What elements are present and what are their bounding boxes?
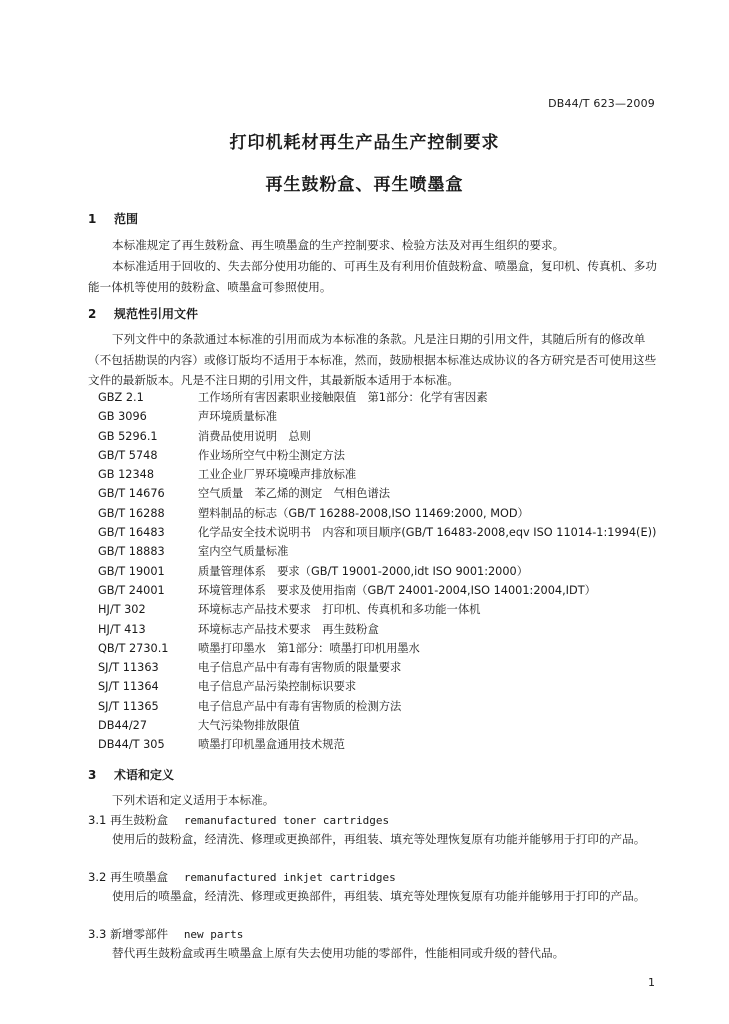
reference-title: 电子信息产品中有毒有害物质的限量要求 — [198, 661, 402, 675]
reference-title: 工业企业厂界环境噪声排放标准 — [198, 468, 357, 482]
reference-code: HJ/T 302 — [98, 603, 146, 617]
reference-code: HJ/T 413 — [98, 622, 146, 636]
term-english: remanufactured inkjet cartridges — [183, 871, 396, 884]
reference-code: GB/T 24001 — [98, 583, 165, 597]
reference-title: 质量管理体系 要求（GB/T 19001-2000,idt ISO 9001:2000） — [198, 564, 529, 578]
reference-item — [98, 388, 668, 407]
reference-title: 大气污染物排放限值 — [198, 719, 300, 733]
term-3-2-definition: 使用后的喷墨盒，经清洗、修理或更换部件，再组装、填充等处理恢复原有功能并能够用于打印的产品。 — [112, 889, 646, 903]
reference-code: DB44/27 — [98, 719, 148, 733]
reference-title: 喷墨打印机墨盒通用技术规范 — [198, 738, 345, 752]
reference-title: 声环境质量标准 — [198, 410, 278, 424]
reference-code: GB 12348 — [98, 468, 155, 482]
reference-code: GBZ 2.1 — [98, 391, 144, 404]
reference-item — [98, 658, 668, 677]
term-english: new parts — [183, 928, 244, 941]
reference-code: GB/T 16288 — [98, 506, 165, 520]
reference-title: 作业场所空气中粉尘测定方法 — [198, 448, 345, 462]
reference-item — [98, 562, 668, 581]
document-code: DB44/T 623—2009 — [548, 97, 655, 110]
term-3-3-definition: 替代再生鼓粉盒或再生喷墨盒上原有失去使用功能的零部件，性能相同或升级的替代品。 — [112, 946, 565, 960]
section-1-title: 范围 — [114, 212, 139, 226]
reference-code: GB 3096 — [98, 410, 147, 424]
reference-code: SJ/T 11364 — [98, 680, 159, 694]
page-number: 1 — [648, 976, 655, 989]
normative-references-list — [98, 388, 668, 755]
reference-title: 电子信息产品中有毒有害物质的检测方法 — [198, 699, 402, 713]
section-1-paragraph-2: 本标准适用于回收的、失去部分使用功能的、可再生及有利用价值鼓粉盒、喷墨盒，复印机、传真机、多功能一体机等使用的鼓粉盒、喷墨盒可参照使用。 — [88, 259, 657, 294]
reference-code: GB 5296.1 — [98, 429, 158, 443]
term-chinese: 再生喷墨盒 — [110, 870, 169, 884]
term-3-1-heading — [88, 812, 389, 828]
reference-item — [98, 639, 668, 658]
section-2-number: 2 — [88, 307, 97, 321]
reference-title: 工作场所有害因素职业接触限值 第1部分：化学有害因素 — [198, 391, 488, 404]
term-3-3-heading — [88, 926, 243, 942]
reference-title: 环境标志产品技术要求 再生鼓粉盒 — [198, 622, 379, 636]
section-1-number: 1 — [88, 212, 97, 226]
reference-item — [98, 446, 668, 465]
term-number: 3.1 — [88, 813, 107, 827]
section-1-paragraph-1: 本标准规定了再生鼓粉盒、再生喷墨盒的生产控制要求、检验方法及对再生组织的要求。 — [112, 238, 565, 252]
term-3-1-definition: 使用后的鼓粉盒，经清洗、修理或更换部件，再组装、填充等处理恢复原有功能并能够用于打印的产品。 — [112, 832, 646, 846]
term-number: 3.3 — [88, 927, 107, 941]
reference-item — [98, 484, 668, 503]
reference-item — [98, 620, 668, 639]
term-chinese: 再生鼓粉盒 — [110, 813, 169, 827]
reference-item — [98, 465, 668, 484]
reference-title: 喷墨打印墨水 第1部分：喷墨打印机用墨水 — [198, 641, 420, 655]
section-3-intro: 下列术语和定义适用于本标准。 — [112, 793, 275, 807]
reference-code: GB/T 16483 — [98, 526, 165, 540]
reference-title: 空气质量 苯乙烯的测定 气相色谱法 — [198, 487, 391, 501]
reference-code: SJ/T 11363 — [98, 661, 159, 675]
section-2-heading — [88, 305, 198, 322]
reference-item — [98, 677, 668, 696]
section-1-heading — [88, 210, 138, 227]
document-subtitle: 再生鼓粉盒、再生喷墨盒 — [265, 175, 464, 195]
reference-item — [98, 504, 668, 523]
section-2-paragraph: 下列文件中的条款通过本标准的引用而成为本标准的条款。凡是注日期的引用文件，其随后所有的修改单（不包括勘误的内容）或修订版均不适用于本标准，然而，鼓励根据本标准达成协议的各方研究是否可使用这些文件的最新版本。凡是不注日期的引用文件，其最新版本适用于本标准。 — [88, 332, 657, 387]
reference-title: 电子信息产品污染控制标识要求 — [198, 680, 357, 694]
reference-item — [98, 542, 668, 561]
reference-code: GB/T 14676 — [98, 487, 165, 501]
reference-code: GB/T 18883 — [98, 545, 165, 559]
term-number: 3.2 — [88, 870, 107, 884]
term-3-2-heading — [88, 869, 396, 885]
reference-code: GB/T 19001 — [98, 564, 165, 578]
section-3-heading — [88, 766, 174, 783]
reference-item — [98, 427, 668, 446]
reference-title: 室内空气质量标准 — [198, 545, 289, 559]
reference-item — [98, 735, 668, 754]
reference-code: QB/T 2730.1 — [98, 641, 169, 655]
section-3-number: 3 — [88, 768, 97, 782]
section-2-title: 规范性引用文件 — [114, 307, 199, 321]
term-chinese: 新增零部件 — [110, 927, 169, 941]
reference-item — [98, 407, 668, 426]
document-title: 打印机耗材再生产品生产控制要求 — [229, 133, 500, 153]
reference-title: 环境管理体系 要求及使用指南（GB/T 24001-2004,ISO 14001:2004,IDT） — [198, 583, 596, 597]
reference-title: 化学品安全技术说明书 内容和项目顺序(GB/T 16483-2008,eqv ISO 11014-1:1994(E)) — [198, 526, 657, 540]
reference-title: 塑料制品的标志（GB/T 16288-2008,ISO 11469:2000, MOD） — [198, 506, 529, 520]
reference-code: SJ/T 11365 — [98, 699, 159, 713]
reference-item — [98, 716, 668, 735]
section-3-title: 术语和定义 — [114, 768, 175, 782]
reference-code: GB/T 5748 — [98, 448, 158, 462]
reference-item — [98, 523, 668, 542]
reference-code: DB44/T 305 — [98, 738, 165, 752]
reference-item — [98, 581, 668, 600]
reference-title: 消费品使用说明 总则 — [198, 429, 311, 443]
reference-item — [98, 697, 668, 716]
term-english: remanufactured toner cartridges — [183, 814, 390, 827]
reference-title: 环境标志产品技术要求 打印机、传真机和多功能一体机 — [198, 603, 481, 617]
reference-item — [98, 600, 668, 619]
